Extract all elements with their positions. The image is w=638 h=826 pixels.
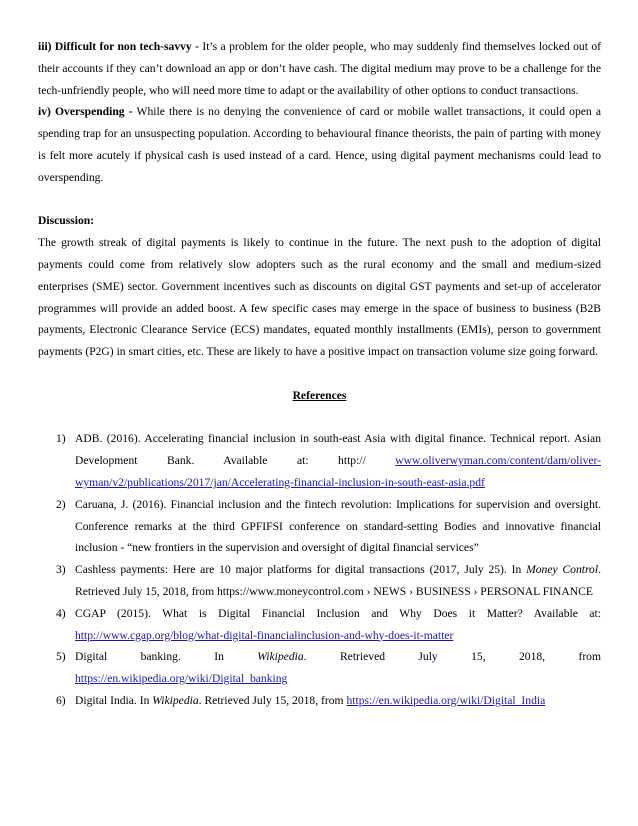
spacer	[38, 407, 601, 429]
reference-number: 4)	[56, 606, 66, 620]
reference-item-2	[38, 494, 601, 559]
references-title: References	[292, 388, 347, 402]
reference-item-5	[38, 646, 601, 690]
item-iii-label: iii) Difficult for non tech-savvy -	[38, 40, 199, 53]
reference-source: Wikipedia	[152, 693, 199, 707]
page-content	[38, 36, 601, 712]
reference-link-oliverwyman[interactable]: www.oliverwyman.com/content/dam/oliver-wyman/v2/publications/2017/jan/Accelerating-financial-inclusion-in-south-east-asia.pdf	[75, 454, 601, 489]
discussion-paragraph: The growth streak of digital payments is likely to continue in the future. The next push to the adoption of digital payments could come from relatively slow adopters such as the rural economy and the small and medium-sized enterprises (SME) sector. Government incentives such as discounts on digital GST payments and set-up of accelerator programmes will provide an added boost. A few specific cases may emerge in the space of business to business (B2B payments, Electronic Clearance Service (ECS) mandates, equated monthly installments (EMIs), person to government payments (P2G) in smart cities, etc. These are likely to have a positive impact on transaction volume size going forward.	[38, 236, 601, 359]
reference-text: ADB. (2016). Accelerating financial inclusion in south-east Asia with digital finance. Technical report. Asian Development Bank. Available at: http://	[75, 432, 601, 468]
reference-text-after: . Retrieved July 15, 2018, from https://www.moneycontrol.com › NEWS › BUSINESS › PERSONAL FINANCE	[75, 563, 601, 598]
reference-item-3	[38, 559, 601, 603]
reference-item-6	[38, 690, 601, 712]
paragraph-overspending	[38, 101, 601, 188]
reference-link-wiki-digital-banking[interactable]: https://en.wikipedia.org/wiki/Digital_banking	[75, 672, 288, 686]
reference-item-4	[38, 603, 601, 647]
reference-text-before: Cashless payments: Here are 10 major platforms for digital transactions (2017, July 25). In	[75, 563, 527, 577]
reference-source: Wikipedia	[257, 650, 304, 664]
item-iv-label: iv) Overspending -	[38, 105, 133, 119]
reference-number: 2)	[56, 497, 66, 511]
references-list	[38, 428, 601, 711]
reference-link-cgap[interactable]: http://www.cgap.org/blog/what-digital-financialinclusion-and-why-does-it-matter	[75, 628, 454, 642]
reference-number: 6)	[56, 693, 66, 707]
spacer	[38, 363, 601, 385]
discussion-heading: Discussion:	[38, 214, 95, 228]
reference-link-wiki-digital-india[interactable]: https://en.wikipedia.org/wiki/Digital_India	[346, 693, 546, 707]
reference-number: 5)	[56, 650, 66, 664]
reference-text: CGAP (2015). What is Digital Financial Inclusion and Why Does it Matter? Available at:	[75, 606, 601, 620]
item-iv-text: While there is no denying the convenience of card or mobile wallet transactions, it could open a spending trap for an unsuspecting population. According to behavioural finance theorists, the pain of parting with money is felt more acutely if physical cash is used instead of a card. Hence, using digital payment mechanisms could lead to overspending.	[38, 105, 601, 184]
reference-text-after: . Retrieved July 15, 2018, from	[198, 693, 347, 707]
reference-line	[75, 646, 601, 668]
reference-text-after: . Retrieved July 15, 2018, from	[303, 650, 601, 664]
item-iii-text: It’s a problem for the older people, who may suddenly find themselves locked out of their accounts if they can’t download an app or don’t have cash. The digital medium may prove to be a challenge for the tech-unfriendly people, who will need more time to adapt or the availability of other options to conduct transactions.	[38, 40, 601, 97]
reference-item-1	[38, 428, 601, 493]
reference-source: Money Control	[526, 563, 599, 577]
reference-text-before: Digital banking. In	[75, 650, 258, 664]
reference-number: 1)	[56, 432, 66, 446]
paragraph-difficult-non-tech-savvy	[38, 36, 601, 101]
spacer	[38, 189, 601, 211]
reference-text: Caruana, J. (2016). Financial inclusion and the fintech revolution: Implications for supervision and oversight. Conference remarks at the third GPFIFSI conference on standard-setting Bodies and innovative financial inclusion - “new frontiers in the supervision and oversight of digital financial services”	[75, 497, 601, 555]
reference-text-before: Digital India. In	[75, 693, 153, 707]
reference-number: 3)	[56, 563, 66, 577]
